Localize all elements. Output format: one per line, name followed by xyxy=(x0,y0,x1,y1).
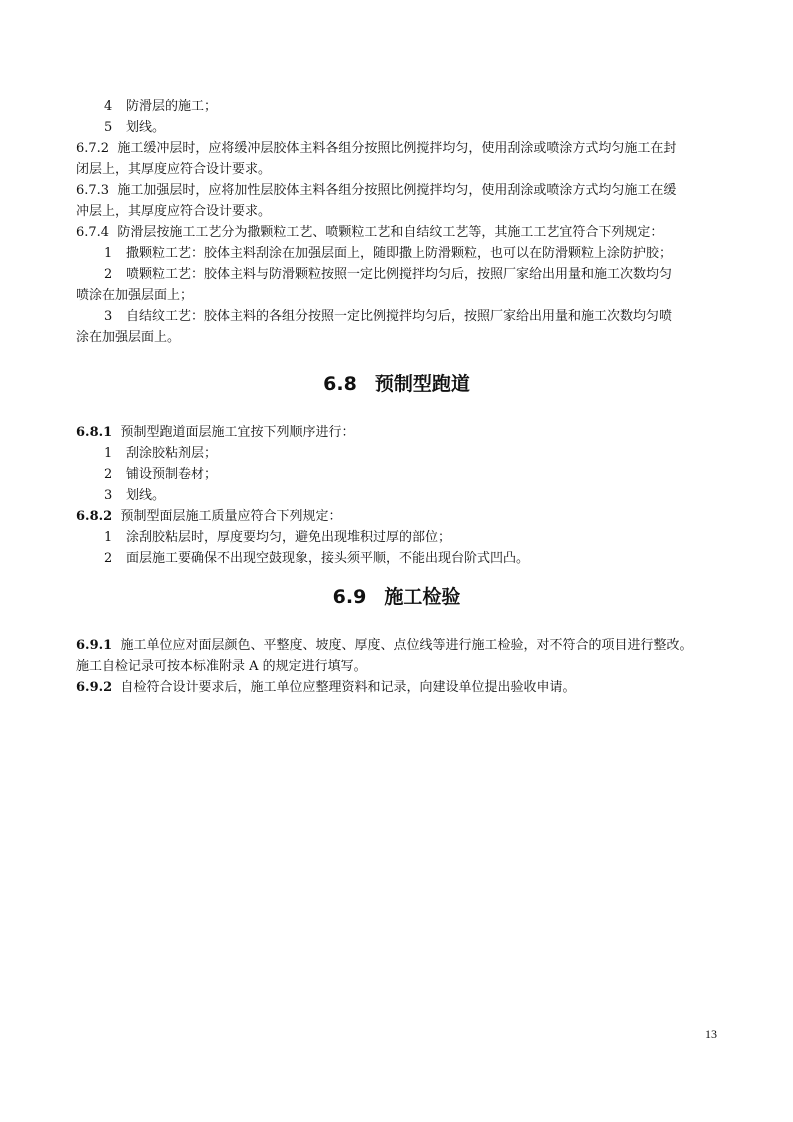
clause-6-8-2: 6.8.2 预制型面层施工质量应符合下列规定： xyxy=(76,509,342,524)
clause-6-8-1: 6.8.1 预制型跑道面层施工宜按下列顺序进行： xyxy=(76,425,355,440)
list-item: 2 面层施工要确保不出现空鼓现象，接头须平顺，不能出现台阶式凹凸。 xyxy=(104,551,530,566)
list-item: 2 喷颗粒工艺：胶体主料与防滑颗粒按照一定比例搅拌均匀后，按照厂家给出用量和施工次数均匀 xyxy=(104,267,673,282)
clause-6-7-2: 6.7.2 施工缓冲层时，应将缓冲层胶体主料各组分按照比例搅拌均匀，使用刮涂或喷涂方式均匀施工在封 xyxy=(76,141,677,156)
list-item: 2 铺设预制卷材； xyxy=(104,467,218,482)
clause-6-7-3: 6.7.3 施工加强层时，应将加性层胶体主料各组分按照比例搅拌均匀，使用刮涂或喷涂方式均匀施工在缓 xyxy=(76,183,677,198)
list-item: 3 自结纹工艺：胶体主料的各组分按照一定比例搅拌均匀后，按照厂家给出用量和施工次数均匀喷 xyxy=(104,309,673,324)
list-item-cont: 喷涂在加强层面上； xyxy=(76,288,194,303)
page-number: 13 xyxy=(705,1027,717,1041)
clause-6-9-1: 6.9.1 施工单位应对面层颜色、平整度、坡度、厚度、点位线等进行施工检验，对不符合的项目进行整改。 xyxy=(76,638,693,653)
clause-6-9-1-cont: 施工自检记录可按本标准附录 A 的规定进行填写。 xyxy=(76,659,367,674)
clause-6-7-4: 6.7.4 防滑层按施工工艺分为撒颗粒工艺、喷颗粒工艺和自结纹工艺等，其施工工艺宜符合下列规定： xyxy=(76,225,664,240)
list-item: 1 刮涂胶粘剂层； xyxy=(104,446,218,461)
clause-6-7-3-cont: 冲层上，其厚度应符合设计要求。 xyxy=(76,204,272,219)
list-item: 4 防滑层的施工； xyxy=(104,99,218,114)
list-item: 3 划线。 xyxy=(104,488,166,503)
list-item-cont: 涂在加强层面上。 xyxy=(76,330,181,345)
list-item: 5 划线。 xyxy=(104,120,166,135)
clause-6-7-2-cont: 闭层上，其厚度应符合设计要求。 xyxy=(76,162,272,177)
section-heading-6-8: 6.8 预制型跑道 xyxy=(323,373,470,395)
list-item: 1 涂刮胶粘层时，厚度要均匀，避免出现堆积过厚的部位； xyxy=(104,530,452,545)
list-item: 1 撒颗粒工艺：胶体主料刮涂在加强层面上，随即撒上防滑颗粒，也可以在防滑颗粒上涂防护胶； xyxy=(104,246,673,261)
clause-6-9-2: 6.9.2 自检符合设计要求后，施工单位应整理资料和记录，向建设单位提出验收申请。 xyxy=(76,680,576,695)
section-heading-6-9: 6.9 施工检验 xyxy=(332,586,461,608)
